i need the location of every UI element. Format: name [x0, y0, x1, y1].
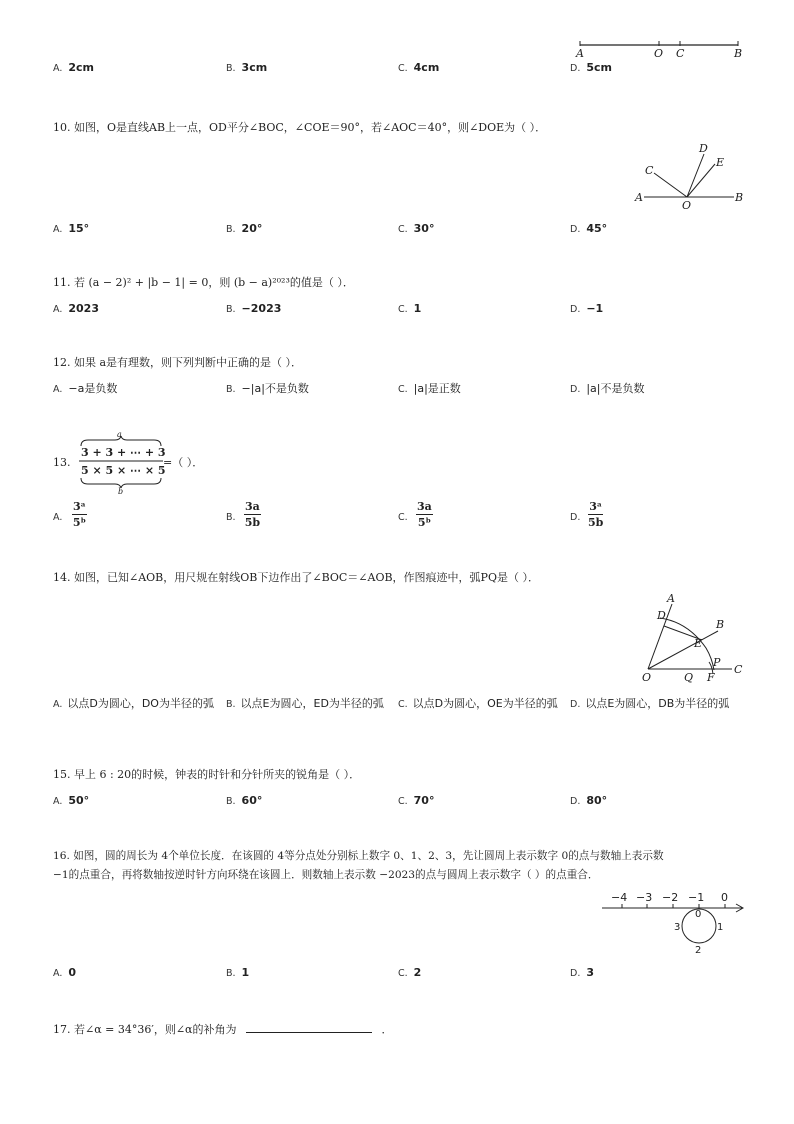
option-letter: C.: [398, 512, 408, 523]
q15-option-d[interactable]: [570, 794, 607, 809]
option-letter: B.: [226, 796, 236, 807]
option-value: 4cm: [413, 61, 440, 74]
option-value: 3: [586, 966, 594, 979]
option-value: 1: [413, 302, 422, 315]
numerator: 3 + 3 + ⋯ + 3: [81, 446, 166, 459]
option-letter: D.: [570, 968, 581, 979]
tick-label: −2: [662, 891, 679, 904]
q11-option-a[interactable]: [53, 302, 99, 317]
fraction-numerator: 3a: [417, 500, 432, 513]
label-c: C: [645, 164, 654, 177]
option-value: 2023: [68, 302, 99, 315]
bottom-brace-label: b: [118, 487, 124, 496]
option-value: |a|是正数: [413, 382, 461, 395]
option-value: 80°: [586, 794, 608, 807]
option-letter: B.: [226, 512, 236, 523]
q14-option-b[interactable]: [226, 695, 391, 713]
q13-tail: =（ ）．: [163, 456, 204, 469]
q16-option-c[interactable]: [398, 966, 421, 981]
option-value: 45°: [586, 222, 608, 235]
option-value: 20°: [241, 222, 263, 235]
option-text: 以点E为圆心，DB为半径的弧: [585, 697, 730, 710]
option-letter: B.: [226, 63, 236, 74]
label-p: P: [713, 656, 721, 669]
answer-blank[interactable]: [246, 1022, 372, 1033]
q13-option-c-fraction[interactable]: [416, 500, 433, 529]
q13-option-d[interactable]: [570, 510, 586, 525]
option-letter: A.: [53, 63, 63, 74]
option-value: 70°: [413, 794, 435, 807]
option-letter: B.: [226, 304, 236, 315]
denominator: 5 × 5 × ⋯ × 5: [81, 464, 166, 477]
q13-option-a[interactable]: [53, 510, 68, 525]
q12-option-b[interactable]: [226, 382, 309, 397]
option-letter: C.: [398, 384, 408, 395]
option-letter: D.: [570, 304, 581, 315]
option-letter: C.: [398, 63, 408, 74]
q14-option-d[interactable]: [570, 695, 735, 713]
q10-option-a[interactable]: [53, 222, 89, 237]
q16-option-a[interactable]: [53, 966, 76, 981]
q10-option-d[interactable]: [570, 222, 607, 237]
q13-number: 13.: [53, 456, 71, 469]
fraction-denominator: 5b: [244, 516, 261, 529]
q9-line-segment-figure: [570, 38, 750, 62]
q16-stem-line2: −1的点重合，再将数轴按逆时针方向环绕在该圆上．则数轴上表示数 −2023的点与圆周上表示数字（ ）的点重合．: [53, 869, 599, 881]
q13-option-c[interactable]: [398, 510, 414, 525]
label-a: A: [635, 191, 643, 204]
q17-stem: [53, 1022, 392, 1036]
q11-stem: 11. 若 (a − 2)² + |b − 1| = 0，则 (b − a)²⁰²³的值是（ ）．: [53, 276, 354, 289]
q10-option-b[interactable]: [226, 222, 262, 237]
option-letter: A.: [53, 512, 63, 523]
option-letter: B.: [226, 968, 236, 979]
q13-option-b[interactable]: [226, 510, 242, 525]
q9-option-b[interactable]: [226, 61, 267, 76]
q9-option-c[interactable]: [398, 61, 439, 76]
option-letter: D.: [570, 699, 581, 710]
option-value: 5cm: [586, 61, 612, 74]
label-a: A: [667, 592, 675, 605]
fraction-denominator: 5b: [588, 516, 604, 529]
q16-option-d[interactable]: [570, 966, 594, 981]
label-d: D: [699, 142, 708, 155]
option-value: 30°: [413, 222, 435, 235]
option-value: 15°: [68, 222, 90, 235]
circle-label-right: 1: [717, 922, 724, 933]
tick-label: −4: [611, 891, 628, 904]
option-letter: D.: [570, 224, 581, 235]
option-letter: B.: [226, 224, 236, 235]
option-value: |a|不是负数: [586, 382, 645, 395]
option-value: 1: [241, 966, 250, 979]
q9-option-a[interactable]: [53, 61, 94, 76]
option-letter: D.: [570, 512, 581, 523]
circle-label-top: 0: [695, 909, 702, 920]
circle-label-left: 3: [674, 922, 681, 933]
circle-label-bottom: 2: [695, 945, 702, 956]
option-letter: A.: [53, 796, 63, 807]
option-value: −a是负数: [68, 382, 118, 395]
option-value: 60°: [241, 794, 263, 807]
q10-angle-figure: [630, 140, 750, 212]
label-c: C: [676, 47, 685, 60]
option-letter: A.: [53, 384, 63, 395]
option-value: −2023: [241, 302, 282, 315]
tick-label: 0: [721, 891, 728, 904]
q12-option-a[interactable]: [53, 382, 117, 397]
option-letter: D.: [570, 384, 581, 395]
q12-option-c[interactable]: [398, 382, 461, 397]
tick-label: −1: [688, 891, 705, 904]
q17-text-after: ．: [381, 1023, 393, 1036]
option-text: 以点D为圆心，DO为半径的弧: [67, 697, 214, 710]
q11-option-b[interactable]: [226, 302, 281, 317]
option-letter: A.: [53, 304, 63, 315]
fraction-denominator: 5ᵇ: [72, 516, 86, 529]
option-text: 以点D为圆心，OE为半径的弧: [412, 697, 558, 710]
fraction-numerator: 3a: [245, 500, 260, 513]
q15-stem: 15. 早上 6 : 20的时候，钟表的时针和分针所夹的锐角是（ ）．: [53, 768, 361, 781]
q16-number-line-circle-figure: [596, 886, 748, 958]
q17-text-before: 17. 若∠α = 34°36′，则∠α的补角为: [53, 1023, 237, 1036]
label-e: E: [694, 637, 703, 650]
option-letter: A.: [53, 968, 63, 979]
q15-option-b[interactable]: [226, 794, 262, 809]
q13-brace-expression: [76, 428, 166, 494]
label-o: O: [682, 199, 692, 212]
q14-option-a[interactable]: [53, 695, 218, 713]
fraction-numerator: 3ᵃ: [589, 500, 603, 513]
option-text: 以点E为圆心，ED为半径的弧: [240, 697, 384, 710]
q14-stem: 14. 如图，已知∠AOB，用尺规在射线OB下边作出了∠BOC＝∠AOB，作图痕迹中，弧PQ是（ ）．: [53, 571, 539, 584]
label-d: D: [657, 609, 666, 622]
q13-option-b-fraction[interactable]: [244, 500, 261, 529]
label-o: O: [642, 671, 652, 684]
option-value: 3cm: [241, 61, 268, 74]
option-letter: D.: [570, 63, 581, 74]
option-value: 2: [413, 966, 422, 979]
label-q: Q: [684, 671, 694, 684]
q13-option-d-fraction[interactable]: [588, 500, 603, 529]
q15-option-a[interactable]: [53, 794, 89, 809]
label-b: B: [716, 618, 725, 631]
label-a: A: [576, 47, 584, 60]
label-f: F: [707, 671, 715, 684]
option-value: 50°: [68, 794, 90, 807]
q15-option-c[interactable]: [398, 794, 434, 809]
option-value: −|a|不是负数: [241, 382, 309, 395]
q10-option-c[interactable]: [398, 222, 434, 237]
option-letter: D.: [570, 796, 581, 807]
q14-option-c[interactable]: [398, 695, 563, 713]
label-b: B: [735, 191, 744, 204]
option-letter: C.: [398, 224, 408, 235]
q10-stem: 10. 如图，O是直线AB上一点，OD平分∠BOC，∠COE＝90°，若∠AOC＝40°，则∠DOE为（ ）．: [53, 121, 547, 134]
q13-option-a-fraction[interactable]: [72, 500, 87, 529]
option-letter: C.: [398, 796, 408, 807]
q9-option-d[interactable]: [570, 61, 612, 76]
q16-option-b[interactable]: [226, 966, 249, 981]
label-e: E: [716, 156, 725, 169]
q11-option-c[interactable]: [398, 302, 421, 317]
option-letter: B.: [226, 699, 236, 710]
q16-stem-line1: 16. 如图，圆的周长为 4个单位长度．在该圆的 4等分点处分别标上数字 0、1、2、3，先让圆周上表示数字 0的点与数轴上表示数: [53, 850, 664, 862]
label-c: C: [734, 663, 743, 676]
option-letter: A.: [53, 224, 63, 235]
label-b: B: [734, 47, 743, 60]
label-o: O: [654, 47, 664, 60]
fraction-numerator: 3ᵃ: [73, 500, 86, 513]
q11-option-d[interactable]: [570, 302, 603, 317]
tick-label: −3: [636, 891, 653, 904]
option-value: 0: [68, 966, 77, 979]
option-letter: C.: [398, 304, 408, 315]
option-value: 2cm: [68, 61, 94, 74]
q14-compass-figure: [636, 590, 756, 686]
top-brace-label: a: [117, 430, 122, 439]
option-letter: A.: [53, 699, 63, 710]
option-value: −1: [586, 302, 604, 315]
q12-option-d[interactable]: [570, 382, 645, 397]
option-letter: C.: [398, 968, 408, 979]
option-letter: C.: [398, 699, 408, 710]
q12-stem: 12. 如果 a是有理数，则下列判断中正确的是（ ）．: [53, 356, 303, 369]
option-letter: B.: [226, 384, 236, 395]
fraction-denominator: 5ᵇ: [417, 516, 431, 529]
